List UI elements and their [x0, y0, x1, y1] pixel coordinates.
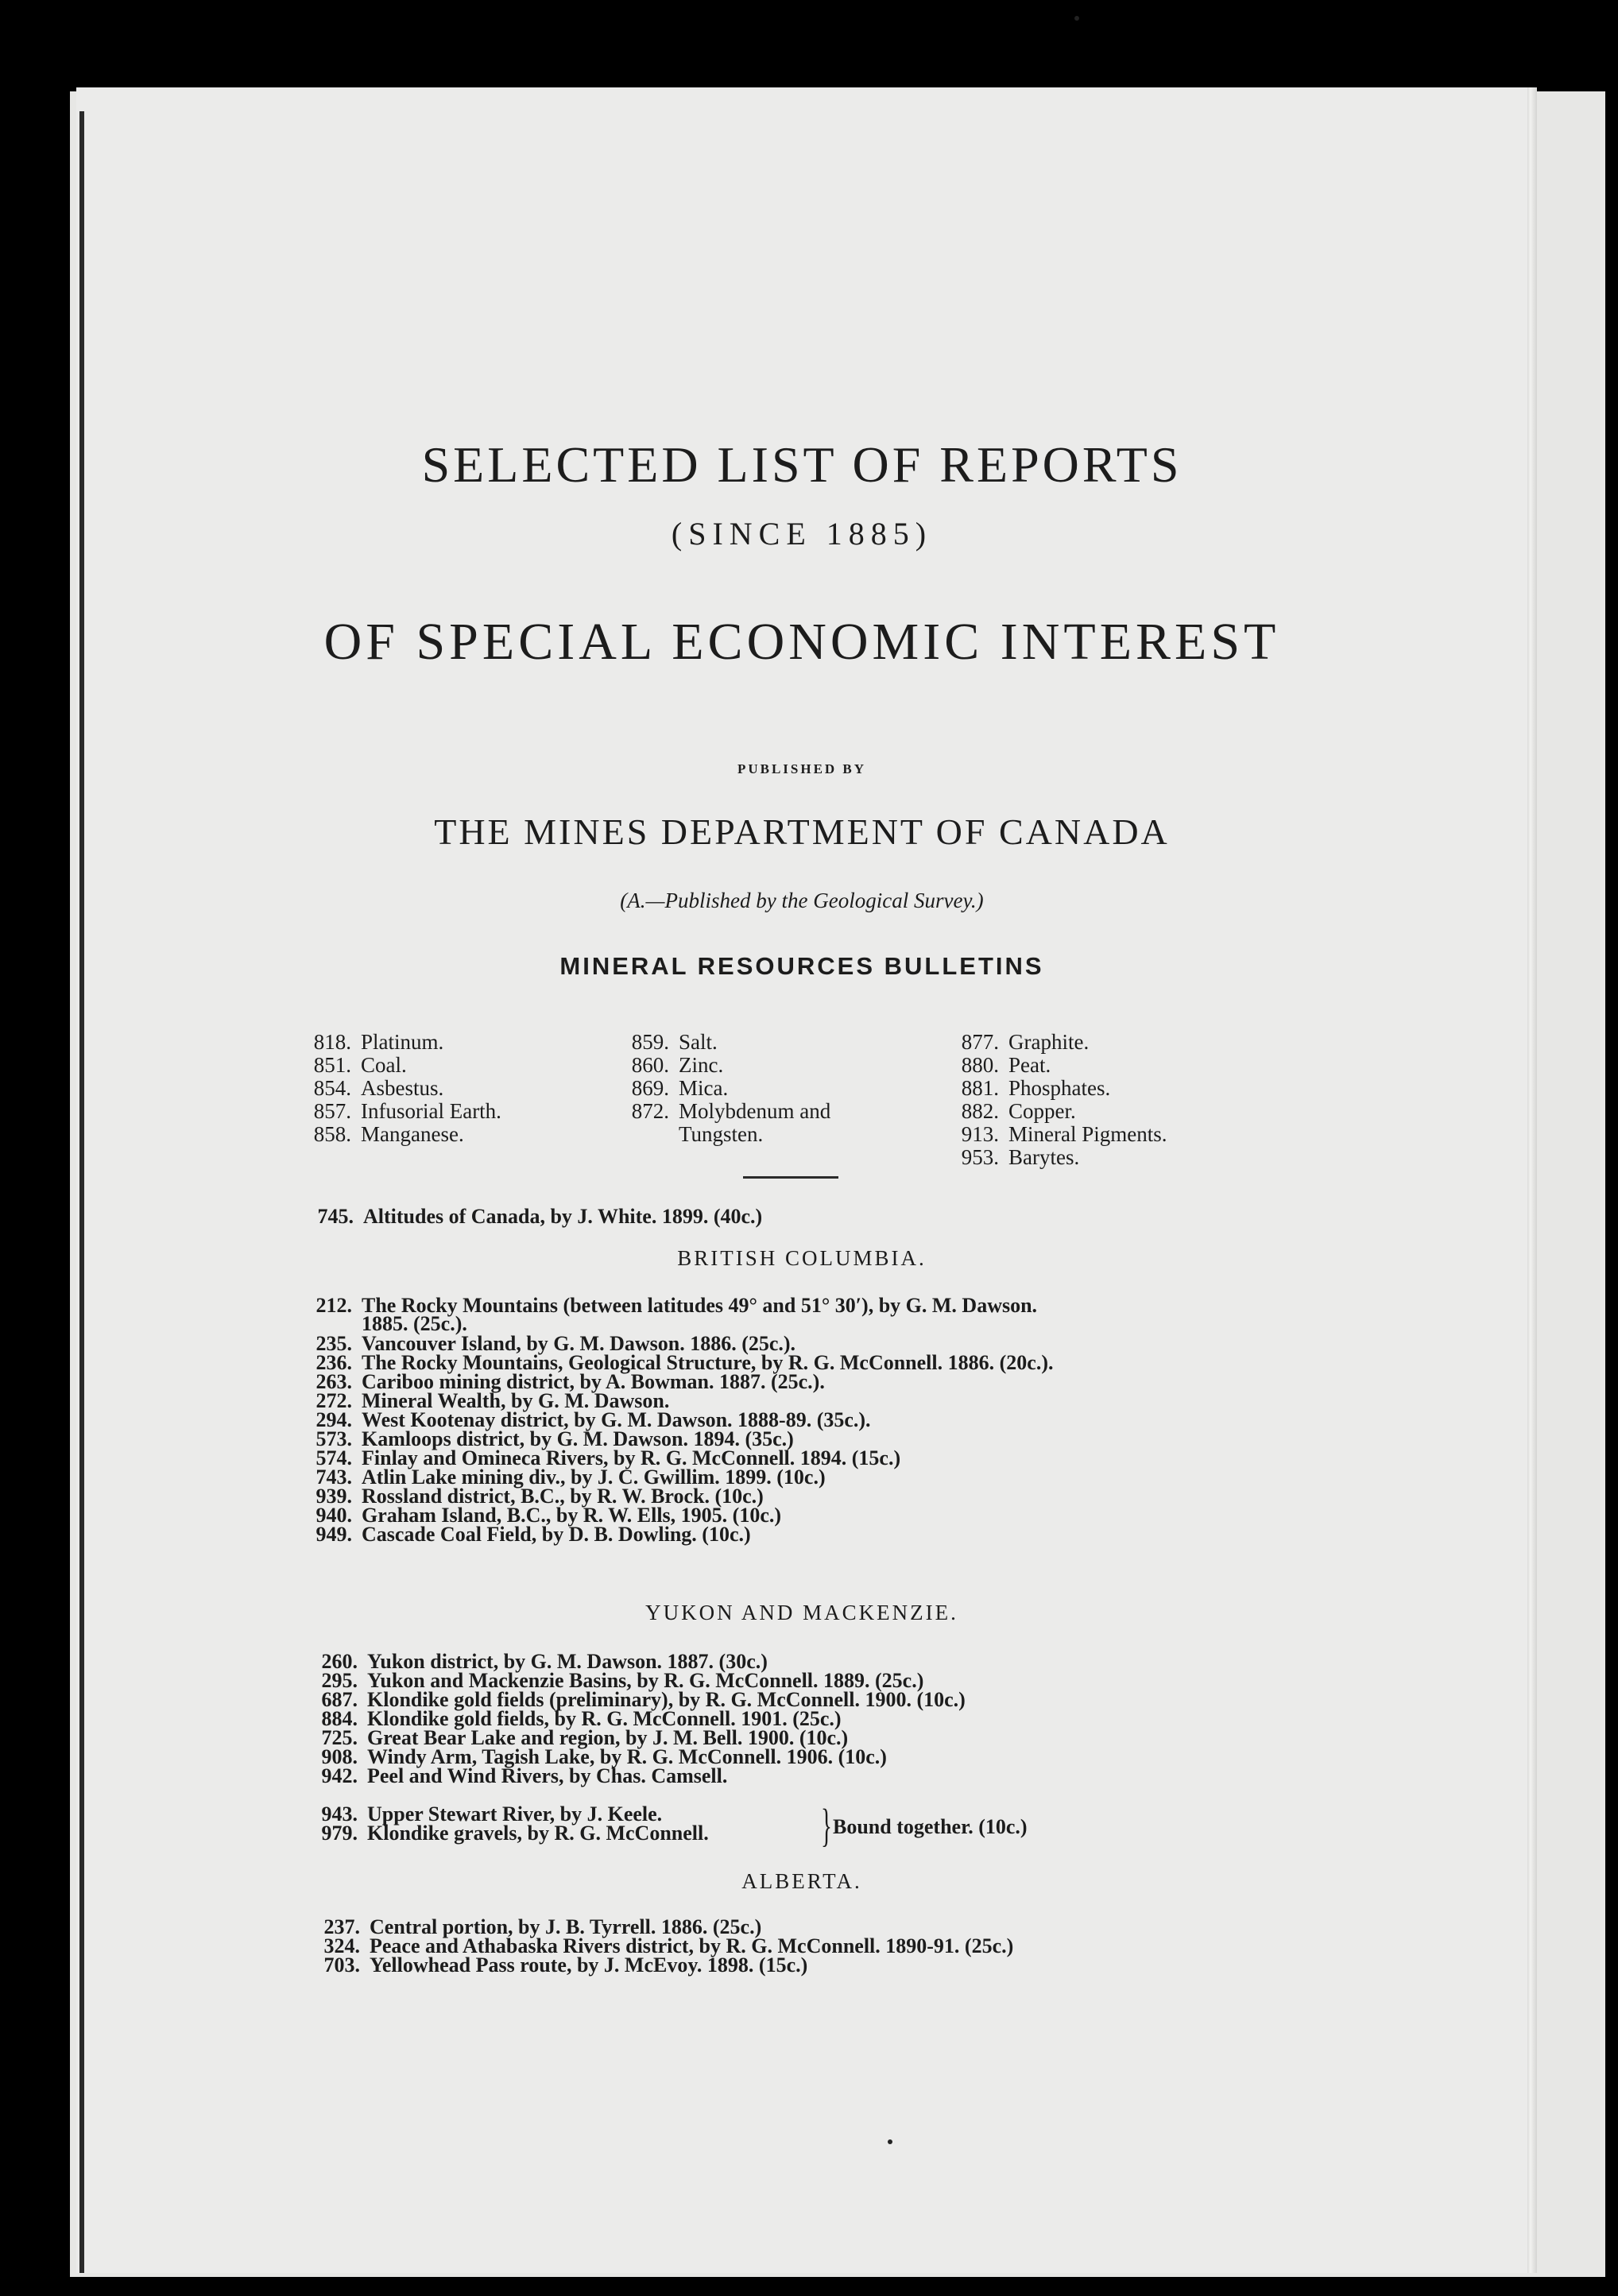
bulletin-title: Graphite. — [1008, 1030, 1090, 1054]
bulletin-number: 881. — [961, 1076, 999, 1100]
bulletin-item — [604, 1077, 830, 1100]
report-title: Yukon and Mackenzie Basins, by R. G. McConnell. 1889. (25c.) — [367, 1669, 924, 1692]
department-name: THE MINES DEPARTMENT OF CANADA — [434, 811, 1170, 852]
report-title: The Rocky Mountains, Geological Structure, by R. G. McConnell. 1886. (20c.). — [362, 1351, 1054, 1374]
report-title: Peace and Athabaska Rivers district, by R. G. McConnell. 1890-91. (25c.) — [370, 1934, 1014, 1957]
bound-together-note: Bound together. (10c.) — [833, 1815, 1028, 1838]
bulletin-item — [934, 1031, 1167, 1054]
bulletin-item — [934, 1100, 1167, 1123]
report-number: 574. — [315, 1446, 352, 1469]
report-title: The Rocky Mountains (between latitudes 49° and 51° 30′), by G. M. Dawson. — [362, 1294, 1038, 1317]
report-number: 260. — [321, 1650, 358, 1673]
report-number: 236. — [315, 1351, 352, 1374]
report-number: 294. — [315, 1408, 352, 1431]
report-number: 324. — [323, 1934, 360, 1957]
bulletin-title: Peat. — [1008, 1053, 1051, 1077]
report-title: Altitudes of Canada, by J. White. 1899. (40c.) — [363, 1205, 763, 1228]
bulletin-number: 854. — [313, 1076, 351, 1100]
title-line-1: SELECTED LIST OF REPORTS — [421, 436, 1183, 493]
bulletin-item — [286, 1031, 501, 1054]
report-number: 745. — [317, 1205, 354, 1228]
report-number: 940. — [315, 1504, 352, 1527]
bulletin-title: Molybdenum and — [679, 1099, 831, 1123]
report-entry — [300, 1524, 751, 1544]
report-title: Upper Stewart River, by J. Keele. — [367, 1802, 663, 1826]
report-number: 908. — [321, 1745, 358, 1768]
bulletin-title: Asbestus. — [361, 1076, 444, 1100]
report-number: 703. — [323, 1953, 360, 1977]
bulletin-item — [604, 1054, 830, 1077]
bulletin-number: 860. — [631, 1053, 669, 1077]
section-heading-british-columbia: BRITISH COLUMBIA. — [677, 1246, 927, 1270]
bulletin-title: Copper. — [1008, 1099, 1076, 1123]
bulletin-item — [286, 1077, 501, 1100]
report-title: Great Bear Lake and region, by J. M. Bell. 1900. (10c.) — [367, 1726, 849, 1749]
report-title: Peel and Wind Rivers, by Chas. Camsell. — [367, 1764, 728, 1787]
bulletins-column-3 — [934, 1031, 1167, 1169]
report-number: 263. — [315, 1370, 352, 1393]
bulletin-number: 858. — [313, 1122, 351, 1146]
report-number: 272. — [315, 1389, 352, 1412]
bulletin-title: Salt. — [679, 1030, 718, 1054]
bulletin-title: Platinum. — [361, 1030, 444, 1054]
bulletin-title: Manganese. — [361, 1122, 464, 1146]
bulletin-title: Mica. — [679, 1076, 729, 1100]
bulletin-number: 857. — [313, 1099, 351, 1123]
bulletins-heading: MINERAL RESOURCES BULLETINS — [559, 952, 1044, 980]
report-number: 884. — [321, 1707, 358, 1730]
bulletin-item — [604, 1100, 830, 1123]
report-number: 687. — [321, 1688, 358, 1711]
bulletin-title: Phosphates. — [1008, 1076, 1111, 1100]
bulletin-number: 877. — [961, 1030, 999, 1054]
bulletin-title: Tungsten. — [679, 1122, 764, 1146]
report-number: 979. — [321, 1822, 358, 1845]
bulletins-column-1 — [286, 1031, 501, 1146]
speck-mark — [1074, 16, 1079, 21]
report-title: Finlay and Omineca Rivers, by R. G. McConnell. 1894. (15c.) — [362, 1446, 901, 1469]
report-entry — [308, 1955, 807, 1975]
report-title: Klondike gold fields, by R. G. McConnell. 1901. (25c.) — [367, 1707, 842, 1730]
bulletin-item — [604, 1123, 830, 1146]
bulletin-title: Mineral Pigments. — [1008, 1122, 1167, 1146]
report-title: Klondike gold fields (preliminary), by R. G. McConnell. 1900. (10c.) — [367, 1688, 966, 1711]
report-number: 939. — [315, 1485, 352, 1508]
report-title: Vancouver Island, by G. M. Dawson. 1886. (25c.). — [362, 1332, 796, 1355]
report-title: Graham Island, B.C., by R. W. Ells, 1905. (10c.) — [362, 1504, 782, 1527]
report-title: Kamloops district, by G. M. Dawson. 1894. (35c.) — [362, 1427, 794, 1450]
bulletin-number: 953. — [961, 1145, 999, 1169]
section-heading-alberta: ALBERTA. — [741, 1869, 862, 1893]
section-heading-yukon-mackenzie: YUKON AND MACKENZIE. — [645, 1601, 958, 1624]
bulletin-item — [934, 1077, 1167, 1100]
report-title: Windy Arm, Tagish Lake, by R. G. McConnell. 1906. (10c.) — [367, 1745, 887, 1768]
bulletin-title: Coal. — [361, 1053, 407, 1077]
report-title: Cariboo mining district, by A. Bowman. 1887. (25c.). — [362, 1370, 825, 1393]
report-title: Cascade Coal Field, by D. B. Dowling. (10c.) — [362, 1523, 751, 1546]
report-title: Atlin Lake mining div., by J. C. Gwillim. 1899. (10c.) — [362, 1465, 826, 1489]
report-title: Klondike gravels, by R. G. McConnell. — [367, 1822, 709, 1845]
title-line-2: (SINCE 1885) — [671, 516, 933, 552]
bulletin-item — [286, 1100, 501, 1123]
report-title: Mineral Wealth, by G. M. Dawson. — [362, 1389, 670, 1412]
right-page-edge — [1526, 87, 1537, 2273]
report-number: 212. — [315, 1294, 352, 1317]
bulletin-item — [934, 1146, 1167, 1169]
report-title: Yukon district, by G. M. Dawson. 1887. (30c.) — [367, 1650, 768, 1673]
bulletin-number: 882. — [961, 1099, 999, 1123]
brace-glyph: } — [820, 1799, 832, 1851]
report-number: 725. — [321, 1726, 358, 1749]
report-title: Rossland district, B.C., by R. W. Brock. (10c.) — [362, 1485, 764, 1508]
report-number: 949. — [315, 1523, 352, 1546]
report-entry — [306, 1766, 727, 1786]
bulletin-number: 872. — [631, 1099, 669, 1123]
report-title: West Kootenay district, by G. M. Dawson. 1888-89. (35c.). — [362, 1408, 871, 1431]
bulletin-title: Barytes. — [1008, 1145, 1080, 1169]
bulletin-item — [934, 1123, 1167, 1146]
bulletin-item — [934, 1054, 1167, 1077]
report-number: 943. — [321, 1802, 358, 1826]
title-line-3: OF SPECIAL ECONOMIC INTEREST — [323, 613, 1280, 671]
report-number: 235. — [315, 1332, 352, 1355]
report-title: Yellowhead Pass route, by J. McEvoy. 1898. (15c.) — [370, 1953, 808, 1977]
report-number: 237. — [323, 1915, 360, 1938]
section-divider — [743, 1176, 838, 1179]
bulletin-title: Infusorial Earth. — [361, 1099, 501, 1123]
publication-subtitle: (A.—Published by the Geological Survey.) — [620, 889, 984, 912]
report-entry — [306, 1823, 709, 1843]
published-by-label: PUBLISHED BY — [737, 761, 867, 776]
bulletin-number: 869. — [631, 1076, 669, 1100]
report-entry — [302, 1206, 762, 1226]
bulletins-column-2 — [604, 1031, 830, 1146]
report-entry — [300, 1314, 467, 1334]
report-title: 1885. (25c.). — [362, 1312, 467, 1335]
bulletin-item — [286, 1123, 501, 1146]
bulletin-number: 880. — [961, 1053, 999, 1077]
report-number: 295. — [321, 1669, 358, 1692]
bulletin-number: 818. — [313, 1030, 351, 1054]
bulletin-item — [604, 1031, 830, 1054]
bulletin-item — [286, 1054, 501, 1077]
report-number: 942. — [321, 1764, 358, 1787]
bulletin-title: Zinc. — [679, 1053, 724, 1077]
report-number: 573. — [315, 1427, 352, 1450]
speck-mark — [888, 2139, 892, 2144]
report-number: 743. — [315, 1465, 352, 1489]
report-title: Central portion, by J. B. Tyrrell. 1886. (25c.) — [370, 1915, 762, 1938]
bulletin-number: 851. — [313, 1053, 351, 1077]
bulletin-number: 913. — [961, 1122, 999, 1146]
bulletin-number: 859. — [631, 1030, 669, 1054]
